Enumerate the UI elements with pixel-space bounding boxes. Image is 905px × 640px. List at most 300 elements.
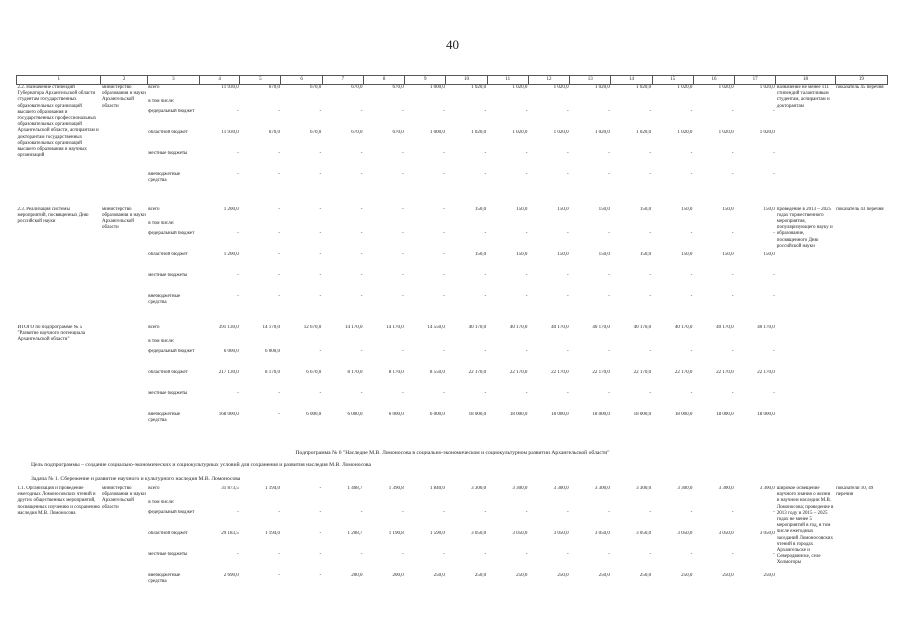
amount-cell: 1 194,0 [264, 486, 280, 491]
column-number-3: 3 [147, 76, 199, 85]
indicator-ref [835, 325, 887, 433]
amount-cell: 22 170,0 [468, 369, 487, 375]
amount-cell [735, 339, 776, 349]
column-number-9: 9 [405, 76, 446, 85]
amount-cell: - [237, 293, 239, 299]
amount-cell: - [525, 272, 528, 278]
amount-cell: - [402, 171, 404, 177]
expected-result: проведение в 2013 – 2025 годах торжественного мероприятия, популяризующего науку и образование, посвященного Дню российской науки [776, 206, 833, 249]
table-row [17, 85, 888, 99]
amount-cell: 40 170,0 [716, 324, 734, 330]
amount-cell: 12 670,0 [303, 324, 322, 330]
table-row [17, 486, 888, 500]
table-row [17, 573, 888, 594]
amount-cell: - [731, 348, 734, 354]
amount-cell: - [360, 108, 363, 114]
amount-cell: - [319, 150, 322, 156]
amount-cell [611, 99, 652, 109]
amount-cell: - [608, 552, 610, 557]
amount-cell: - [566, 108, 569, 114]
column-number-2: 2 [101, 76, 147, 85]
amount-cell: - [237, 108, 239, 114]
amount-cell [693, 500, 734, 510]
amount-cell: - [402, 230, 404, 236]
column-number-13: 13 [570, 76, 611, 85]
amount-cell: 670,0 [309, 85, 322, 90]
amount-cell: - [649, 150, 652, 156]
amount-cell: 150,0 [557, 206, 569, 212]
amount-cell: - [278, 206, 280, 212]
indicator-ref: показатель 43 перечня [836, 206, 884, 212]
amount-cell [693, 339, 734, 349]
amount-cell: - [690, 552, 693, 557]
amount-cell: - [608, 510, 610, 515]
amount-cell: 8 170,0 [347, 369, 363, 375]
amount-cell: - [402, 510, 404, 515]
amount-cell: 1 200,0 [223, 206, 239, 212]
amount-cell: - [484, 552, 487, 557]
amount-cell: - [278, 552, 280, 557]
amount-cell: - [443, 552, 445, 557]
amount-cell: - [649, 348, 652, 354]
amount-cell: 3 300,0 [471, 486, 487, 491]
amount-cell: - [484, 510, 487, 515]
amount-cell: - [690, 150, 693, 156]
amount-cell: 250,0 [598, 573, 610, 578]
column-number-1: 1 [17, 76, 101, 85]
amount-cell: - [319, 390, 322, 396]
amount-cell [200, 339, 240, 349]
amount-cell: - [278, 293, 280, 299]
amount-cell: 670,0 [392, 129, 404, 135]
amount-cell: - [608, 390, 610, 396]
amount-cell: - [360, 230, 363, 236]
funding-source-label: в том числе: [148, 338, 175, 344]
amount-cell: - [773, 272, 775, 278]
amount-cell: - [360, 510, 363, 515]
amount-cell: - [278, 230, 280, 236]
amount-cell: 14 170,0 [344, 324, 363, 330]
table-row [17, 151, 888, 172]
amount-cell: - [319, 348, 322, 354]
amount-cell: 8 170,0 [264, 369, 280, 375]
amount-cell: - [402, 108, 404, 114]
amount-cell: - [566, 293, 569, 299]
amount-cell: - [731, 230, 734, 236]
amount-cell: 168 000,0 [218, 411, 239, 417]
table-row [17, 172, 888, 193]
amount-cell [528, 99, 569, 109]
amount-cell: - [278, 411, 280, 417]
amount-cell: - [525, 510, 528, 515]
amount-cell: - [731, 272, 734, 278]
amount-cell [446, 99, 487, 109]
amount-cell: 1 390,8 [388, 486, 404, 491]
amount-cell: 1 020,0 [594, 129, 610, 135]
amount-cell: - [278, 171, 280, 177]
executor: министерство образования и науки Архангельской области [101, 85, 146, 109]
amount-cell: 670,0 [351, 129, 363, 135]
funding-source-label: внебюджетные средства [148, 171, 181, 183]
amount-cell: 3 300,0 [512, 486, 528, 491]
amount-cell: 40 170,0 [592, 324, 610, 330]
amount-cell: 1 020,0 [471, 85, 487, 90]
amount-cell [528, 500, 569, 510]
amount-cell: - [237, 150, 239, 156]
amount-cell: - [649, 552, 652, 557]
amount-cell: 670,0 [309, 129, 322, 135]
amount-cell: - [525, 348, 528, 354]
amount-cell: 11 930,0 [221, 85, 239, 90]
amount-cell: - [237, 230, 239, 236]
amount-cell: - [608, 171, 610, 177]
funding-source-label: местные бюджеты [148, 390, 188, 396]
amount-cell [446, 500, 487, 510]
funding-source-label: областной бюджет [148, 369, 188, 375]
amount-cell: - [484, 348, 487, 354]
expected-result [776, 325, 835, 433]
amount-cell: 150,0 [681, 206, 693, 212]
amount-cell: - [690, 348, 693, 354]
expected-result: назначение не менее 111 стипендий талантливым студентам, аспирантам и докторантам [776, 85, 830, 109]
amount-cell: 670,0 [268, 85, 280, 90]
amount-cell: 18 000,0 [674, 411, 693, 417]
amount-cell: - [649, 230, 652, 236]
amount-cell: - [278, 108, 280, 114]
amount-cell: - [525, 108, 528, 114]
amount-cell: 391 130,0 [218, 324, 239, 330]
amount-cell: 3 300,0 [553, 486, 569, 491]
amount-cell: - [443, 206, 445, 212]
indicator-ref: показатель 45 перечня [836, 85, 884, 90]
amount-cell: 150,0 [474, 206, 487, 212]
amount-cell: - [278, 150, 280, 156]
amount-cell: - [566, 552, 569, 557]
amount-cell: - [649, 171, 652, 177]
amount-cell: 150,0 [681, 251, 693, 257]
amount-cell: - [690, 108, 693, 114]
amount-cell [487, 339, 528, 349]
amount-cell: 150,0 [557, 251, 569, 257]
amount-cell: 14 170,0 [386, 324, 404, 330]
amount-cell: 150,0 [598, 206, 610, 212]
amount-cell: 3 050,0 [553, 531, 569, 536]
amount-cell: 6 000,0 [429, 411, 445, 417]
funding-source-label: федеральный бюджет [148, 230, 195, 236]
amount-cell [363, 339, 404, 349]
column-number-6: 6 [281, 76, 322, 85]
amount-cell [735, 99, 776, 109]
amount-cell: - [237, 390, 239, 396]
amount-cell: 150,0 [763, 206, 775, 212]
amount-cell: - [443, 510, 445, 515]
amount-cell: 1 194,0 [264, 531, 280, 536]
amount-cell: - [278, 390, 280, 396]
column-number-14: 14 [611, 76, 652, 85]
amount-cell [528, 339, 569, 349]
amount-cell: - [319, 272, 322, 278]
amount-cell: 18 000,0 [551, 411, 569, 417]
column-number-4: 4 [200, 76, 240, 85]
amount-cell: 150,0 [639, 251, 652, 257]
amount-cell: 150,0 [763, 251, 775, 257]
table-row [17, 500, 888, 510]
amount-cell: - [731, 552, 734, 557]
funding-source-label: внебюджетные средства [148, 293, 181, 305]
amount-cell: 3 300,0 [594, 486, 610, 491]
amount-cell [446, 221, 487, 231]
amount-cell: - [608, 230, 610, 236]
amount-cell: - [608, 150, 610, 156]
amount-cell: - [360, 272, 363, 278]
amount-cell: 1 020,0 [512, 85, 528, 90]
amount-cell [528, 221, 569, 231]
table-row [17, 130, 888, 151]
amount-cell: 1 020,0 [677, 85, 693, 90]
amount-cell: 40 170,0 [757, 324, 775, 330]
amount-cell: - [731, 293, 734, 299]
amount-cell [405, 500, 446, 510]
amount-cell: - [566, 171, 569, 177]
amount-cell: 670,0 [392, 85, 404, 90]
amount-cell: 670,0 [268, 129, 280, 135]
amount-cell [240, 99, 281, 109]
block-spacer [17, 193, 888, 207]
amount-cell [693, 221, 734, 231]
amount-cell: - [319, 251, 322, 257]
amount-cell: - [278, 272, 280, 278]
table-row [17, 207, 888, 221]
amount-cell: - [566, 272, 569, 278]
amount-cell: 250,0 [639, 573, 652, 578]
amount-cell [281, 339, 322, 349]
spacer-cell [17, 193, 888, 207]
amount-cell [200, 99, 240, 109]
amount-cell [570, 339, 611, 349]
amount-cell: 40 170,0 [551, 324, 569, 330]
amount-cell: 250,0 [433, 573, 445, 578]
amount-cell [240, 339, 281, 349]
amount-cell: - [237, 171, 239, 177]
table-row [17, 339, 888, 349]
amount-cell: - [649, 108, 652, 114]
amount-cell: - [402, 552, 404, 557]
measure-name: 1.1. Организация и проведение ежегодных Ломоносовских чтений и других общественных мероприятий, посвященных изучению и сохранению наследия М.В. Ломоносова [17, 486, 100, 516]
funding-source-label: в том числе: [148, 220, 175, 226]
amount-cell: - [773, 348, 775, 354]
amount-cell: 6 670,0 [306, 369, 322, 375]
amount-cell: - [360, 251, 363, 257]
funding-source-label: всего [148, 85, 160, 90]
table-row [17, 552, 888, 573]
amount-cell: 3 300,0 [636, 486, 652, 491]
amount-cell: 1 020,0 [677, 129, 693, 135]
amount-cell: 670,0 [351, 85, 363, 90]
spacer-cell [17, 315, 888, 325]
amount-cell: 150,0 [516, 251, 528, 257]
amount-cell: 150,0 [516, 206, 528, 212]
amount-cell: - [773, 150, 775, 156]
amount-cell: - [525, 390, 528, 396]
table-row [17, 349, 888, 370]
amount-cell: 40 170,0 [468, 324, 487, 330]
amount-cell [611, 221, 652, 231]
table-row [17, 531, 888, 552]
column-number-18: 18 [776, 76, 835, 85]
funding-source-label: федеральный бюджет [148, 510, 195, 515]
amount-cell: - [360, 390, 363, 396]
amount-cell: 250,0 [474, 573, 487, 578]
amount-cell: 22 170,0 [509, 369, 528, 375]
amount-cell: - [649, 510, 652, 515]
amount-cell: - [484, 272, 487, 278]
amount-cell: 3 050,0 [677, 531, 693, 536]
amount-cell: - [525, 230, 528, 236]
amount-cell: 3 050,0 [718, 531, 734, 536]
amount-cell: - [278, 510, 280, 515]
amount-cell [611, 339, 652, 349]
table-row [17, 510, 888, 531]
amount-cell: 1 020,0 [512, 129, 528, 135]
amount-cell: 250,0 [763, 573, 775, 578]
amount-cell: - [360, 293, 363, 299]
amount-cell: - [731, 150, 734, 156]
amount-cell: 22 170,0 [674, 369, 693, 375]
amount-cell: - [443, 348, 445, 354]
amount-cell: - [319, 171, 322, 177]
amount-cell: - [402, 206, 404, 212]
amount-cell: - [443, 251, 445, 257]
amount-cell [652, 99, 693, 109]
amount-cell: 1 840,0 [429, 486, 445, 491]
measure-name: 2.3. Реализация системы мероприятий, посвященных Дню российской науки [17, 206, 89, 224]
table-row [17, 412, 888, 433]
amount-cell: - [402, 251, 404, 257]
amount-cell: - [690, 293, 693, 299]
amount-cell: 150,0 [598, 251, 610, 257]
amount-cell [570, 500, 611, 510]
amount-cell [487, 99, 528, 109]
financing-table [16, 75, 888, 594]
amount-cell: - [237, 510, 239, 515]
subprogram6-task: Задача № 1. Сбережение и развитие научного и культурного наследия М.В. Ломоносова [31, 476, 241, 482]
amount-cell: - [731, 171, 734, 177]
amount-cell: 40 170,0 [509, 324, 528, 330]
table-row [17, 294, 888, 315]
amount-cell: 14 550,0 [427, 324, 445, 330]
funding-source-label: областной бюджет [148, 251, 188, 257]
amount-cell: 3 300,0 [677, 486, 693, 491]
amount-cell: 2 690,0 [223, 573, 239, 578]
amount-cell: - [360, 171, 363, 177]
amount-cell: - [484, 390, 487, 396]
amount-cell: 150,0 [722, 206, 734, 212]
amount-cell: - [690, 510, 693, 515]
subprogram6-title: Подпрограмма № 6 "Наследие М.В. Ломоносова в социально-экономическом и социокультурном развитии Архангельской области" [295, 450, 610, 456]
column-number-17: 17 [735, 76, 776, 85]
amount-cell [735, 221, 776, 231]
amount-cell: - [319, 573, 322, 578]
amount-cell: - [319, 293, 322, 299]
funding-source-label: местные бюджеты [148, 552, 188, 557]
amount-cell: - [773, 552, 775, 557]
funding-source-label: местные бюджеты [148, 272, 188, 278]
amount-cell: - [319, 510, 322, 515]
funding-source-label: внебюджетные средства [148, 411, 181, 423]
executor: министерство образования и науки Архангельской области [101, 486, 146, 510]
amount-cell: - [649, 293, 652, 299]
amount-cell: 22 170,0 [633, 369, 652, 375]
amount-cell: - [443, 230, 445, 236]
amount-cell: 8 170,0 [388, 369, 404, 375]
block-spacer [17, 315, 888, 325]
amount-cell: - [773, 171, 775, 177]
amount-cell: 1 020,0 [471, 129, 487, 135]
amount-cell: - [360, 348, 363, 354]
amount-cell: - [773, 390, 775, 396]
funding-source-label: местные бюджеты [148, 150, 188, 156]
amount-cell: - [649, 390, 652, 396]
amount-cell: - [484, 150, 487, 156]
amount-cell: 150,0 [639, 206, 652, 212]
amount-cell: - [484, 171, 487, 177]
amount-cell [322, 221, 363, 231]
amount-cell: 18 000,0 [633, 411, 652, 417]
amount-cell: 18 000,0 [757, 411, 775, 417]
amount-cell: 40 170,0 [633, 324, 652, 330]
amount-cell: 1 020,0 [553, 85, 569, 90]
table-row [17, 391, 888, 412]
amount-cell: - [360, 150, 363, 156]
funding-source-label: всего [148, 206, 160, 212]
table-row [17, 325, 888, 339]
amount-cell: - [566, 150, 569, 156]
amount-cell: - [402, 293, 404, 299]
amount-cell: - [566, 348, 569, 354]
subprogram6-goal: Цель подпрограммы – создание социально-экономических и социокультурных условий для сохранения и развития наследия М.В. Ломоносова [31, 462, 371, 468]
amount-cell: - [319, 531, 322, 536]
amount-cell [405, 339, 446, 349]
amount-cell: 11 930,0 [221, 129, 239, 135]
amount-cell [487, 221, 528, 231]
amount-cell: 1 020,0 [636, 129, 652, 135]
amount-cell: 1 000,0 [429, 129, 445, 135]
amount-cell [570, 221, 611, 231]
amount-cell: - [484, 230, 487, 236]
column-number-row [17, 76, 888, 85]
amount-cell: - [319, 230, 322, 236]
amount-cell: - [690, 230, 693, 236]
amount-cell: - [360, 206, 363, 212]
amount-cell: 250,0 [516, 573, 528, 578]
amount-cell: 250,0 [722, 573, 734, 578]
amount-cell [322, 500, 363, 510]
amount-cell: 1 020,0 [636, 85, 652, 90]
column-number-15: 15 [652, 76, 693, 85]
funding-source-label: федеральный бюджет [148, 108, 195, 114]
amount-cell [322, 99, 363, 109]
amount-cell: - [731, 390, 734, 396]
funding-source-label: всего [148, 486, 160, 491]
amount-cell: 150,0 [722, 251, 734, 257]
amount-cell: - [319, 552, 322, 557]
amount-cell: - [690, 390, 693, 396]
expected-result: широкое освещение научного знания о жизни и научном наследии М.В. Ломоносова; проведение в 2013 году и 2015 – 2025 годах не менее 5 мероприятий в год, в том числе ежегодных заседаний Ломоносовских чтений в городах Архангельске и Северодвинске, селе Холмогоры [776, 486, 834, 566]
funding-source-label: областной бюджет [148, 129, 188, 135]
amount-cell: - [525, 150, 528, 156]
table-row [17, 370, 888, 391]
amount-cell [363, 221, 404, 231]
